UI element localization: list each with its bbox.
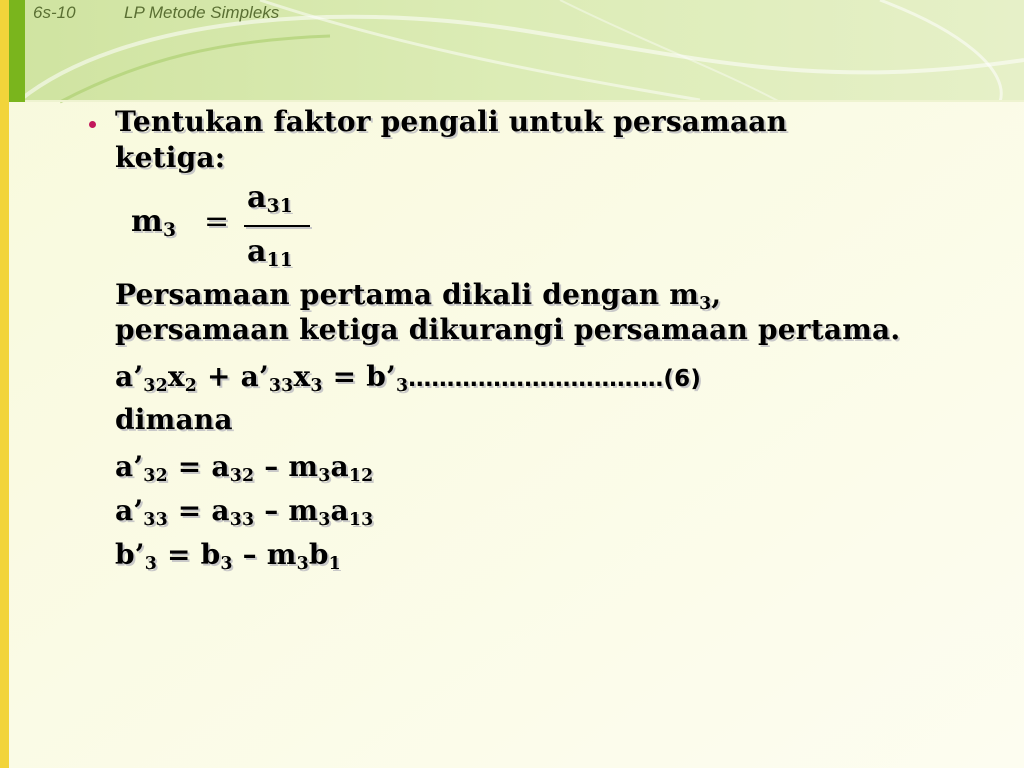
equation-6: $a’_{32}x_2$ + $a’_{33}x_3$ = $b’_3\dots\dots\dots\dots\dots\dots\dots\dots\dots\dots\dots(6)$ <box>115 360 702 396</box>
bullet-icon <box>89 121 96 128</box>
paragraph-line-1: Persamaan pertama dikali dengan $m_3$, <box>115 278 722 314</box>
definition-a32: $a’_{32} = a_{32} - m_3a_{12}$ <box>115 450 374 486</box>
definition-a33: $a’_{33} = a_{33} - m_3a_{13}$ <box>115 494 374 530</box>
slide-number: 6s-10 <box>33 3 76 22</box>
dimana-label: dimana <box>115 403 233 436</box>
formula-numerator: $a_{31}$ <box>247 180 293 218</box>
formula-lhs: $m_3$ <box>131 204 177 242</box>
definition-b3: $b’_3 = b_3 - m_3b_1$ <box>115 538 341 574</box>
fraction-bar <box>244 225 310 227</box>
bullet-text-line-2: ketiga: <box>115 141 226 174</box>
formula-equals: = <box>204 204 230 239</box>
bullet-text-line-1: Tentukan faktor pengali untuk persamaan <box>115 105 788 138</box>
formula-denominator: $a_{11}$ <box>247 234 293 272</box>
paragraph-line-2: persamaan ketiga dikurangi persamaan pertama. <box>115 313 901 346</box>
slide-header-title: LP Metode Simpleks <box>124 3 280 22</box>
